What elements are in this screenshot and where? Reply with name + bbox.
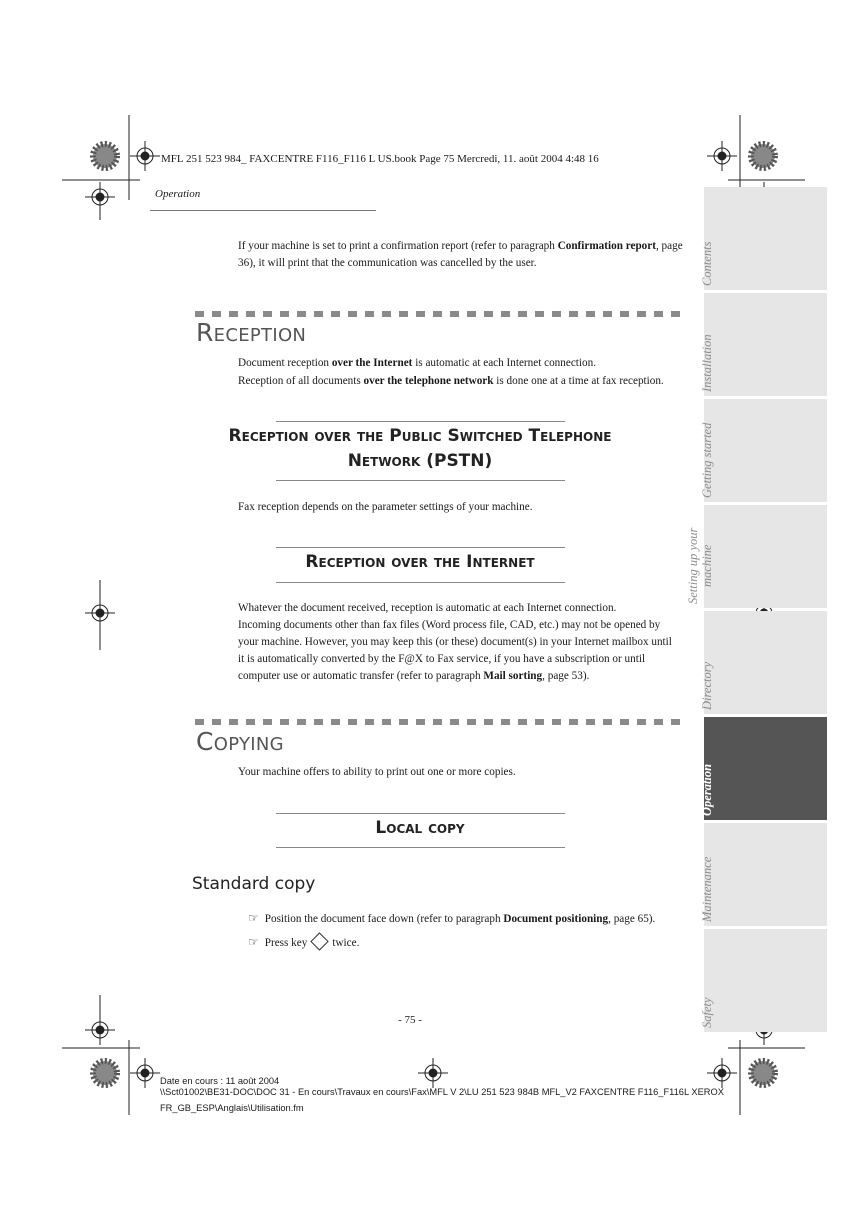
tab-label-line: machine: [700, 544, 714, 587]
text: twice.: [332, 937, 360, 949]
footer-file: FR_GB_ESP\Anglais\Utilisation.fm: [160, 1103, 304, 1113]
heading-rule-bottom: [276, 582, 565, 583]
tab-label: Safety: [700, 997, 714, 1028]
reception-line-2: [238, 373, 664, 390]
tab-operation[interactable]: [700, 717, 827, 820]
tab-label: Directory: [700, 661, 714, 710]
text-line: Incoming documents other than fax files (Word process file, CAD, etc.) may not be opened by: [238, 619, 661, 631]
text: is done one at a time at fax reception.: [493, 375, 664, 387]
heading-line: Network (PSTN): [347, 451, 493, 471]
footer-path: \\Sct01002\BE31-DOC\DOC 31 - En cours\Travaux en cours\Fax\MFL V 2\LU 251 523 984B MFL_V2 FAXCENTRE F116_F116L XEROX: [160, 1087, 724, 1097]
running-section-title: Operation: [155, 188, 201, 200]
internet-paragraph: [238, 617, 672, 685]
heading-reception: Reception: [196, 318, 307, 347]
footer-date: Date en cours : 11 août 2004: [160, 1076, 280, 1086]
bullet-position-document: [248, 910, 655, 928]
intro-link-confirmation-report: Confirmation report: [557, 240, 656, 252]
heading-rule-top: [276, 421, 565, 422]
text-bold: Document positioning: [503, 913, 609, 925]
start-key-diamond-icon: [311, 932, 329, 950]
text-bold: Mail sorting: [483, 670, 543, 682]
intro-text: If your machine is set to print a confirmation report (refer to paragraph: [238, 240, 558, 252]
heading-reception-internet: Reception over the Internet: [305, 552, 535, 572]
heading-local-copy: Local copy: [375, 818, 465, 838]
tab-setting-up[interactable]: [686, 505, 827, 608]
text-bold: over the telephone network: [363, 375, 494, 387]
pointing-hand-icon: ☞: [248, 911, 259, 925]
text: is automatic at each Internet connection.: [412, 357, 596, 369]
tab-label: Getting started: [700, 422, 714, 498]
heading-standard-copy: Standard copy: [192, 874, 316, 894]
text: Document reception: [238, 357, 332, 369]
header-rule: [150, 210, 376, 211]
tab-installation[interactable]: [700, 293, 827, 396]
text-line: [238, 668, 672, 685]
tab-label: Installation: [700, 334, 714, 392]
intro-text-end: , page 36), it will print that the communication was cancelled by the user.: [238, 240, 683, 269]
reception-line-1: [238, 355, 596, 372]
heading-rule-bottom: [276, 480, 565, 481]
tab-contents[interactable]: [700, 187, 827, 290]
heading-copying: Copying: [196, 727, 284, 756]
text: , page 53).: [542, 670, 590, 682]
text: computer use or automatic transfer (refer to paragraph: [238, 670, 484, 682]
bullet-press-key: [248, 934, 359, 952]
heading-rule-bottom: [276, 847, 565, 848]
book-meta-line: MFL 251 523 984_ FAXCENTRE F116_F116 L US.book Page 75 Mercredi, 11. août 2004 4:48 16: [161, 153, 599, 165]
tab-maintenance[interactable]: [700, 823, 827, 926]
tab-label: Maintenance: [700, 856, 714, 922]
text: Reception of all documents: [238, 375, 364, 387]
heading-line: Reception over the Public Switched Telephone: [228, 426, 612, 446]
tab-label: Operation: [700, 763, 714, 816]
tab-label-line: Setting up your: [686, 527, 700, 604]
text-bold: over the Internet: [331, 357, 413, 369]
section-dash-rule: [195, 311, 683, 317]
text-line: your machine. However, you may keep this (or these) document(s) in your Internet mailbox until: [238, 636, 672, 648]
text: , page 65).: [608, 913, 656, 925]
heading-reception-pstn: [160, 424, 680, 474]
pointing-hand-icon: ☞: [248, 935, 259, 949]
tab-label: [686, 528, 714, 604]
tab-label: Contents: [700, 241, 714, 286]
pstn-body: Fax reception depends on the parameter settings of your machine.: [238, 501, 533, 513]
text: Press key: [264, 937, 308, 949]
heading-rule-top: [276, 547, 565, 548]
heading-rule-top: [276, 813, 565, 814]
copying-body: Your machine offers to ability to print out one or more copies.: [238, 766, 516, 778]
tab-safety[interactable]: [700, 929, 827, 1032]
text-line: it is automatically converted by the F@X to Fax service, if you have a subscription or until: [238, 653, 646, 665]
internet-line-1: Whatever the document received, reception is automatic at each Internet connection.: [238, 602, 617, 614]
tab-getting-started[interactable]: [700, 399, 827, 502]
intro-paragraph: [238, 238, 683, 272]
page-number: - 75 -: [398, 1014, 422, 1026]
tab-directory[interactable]: [700, 611, 827, 714]
section-dash-rule: [195, 719, 683, 725]
text: Position the document face down (refer to paragraph: [264, 913, 504, 925]
